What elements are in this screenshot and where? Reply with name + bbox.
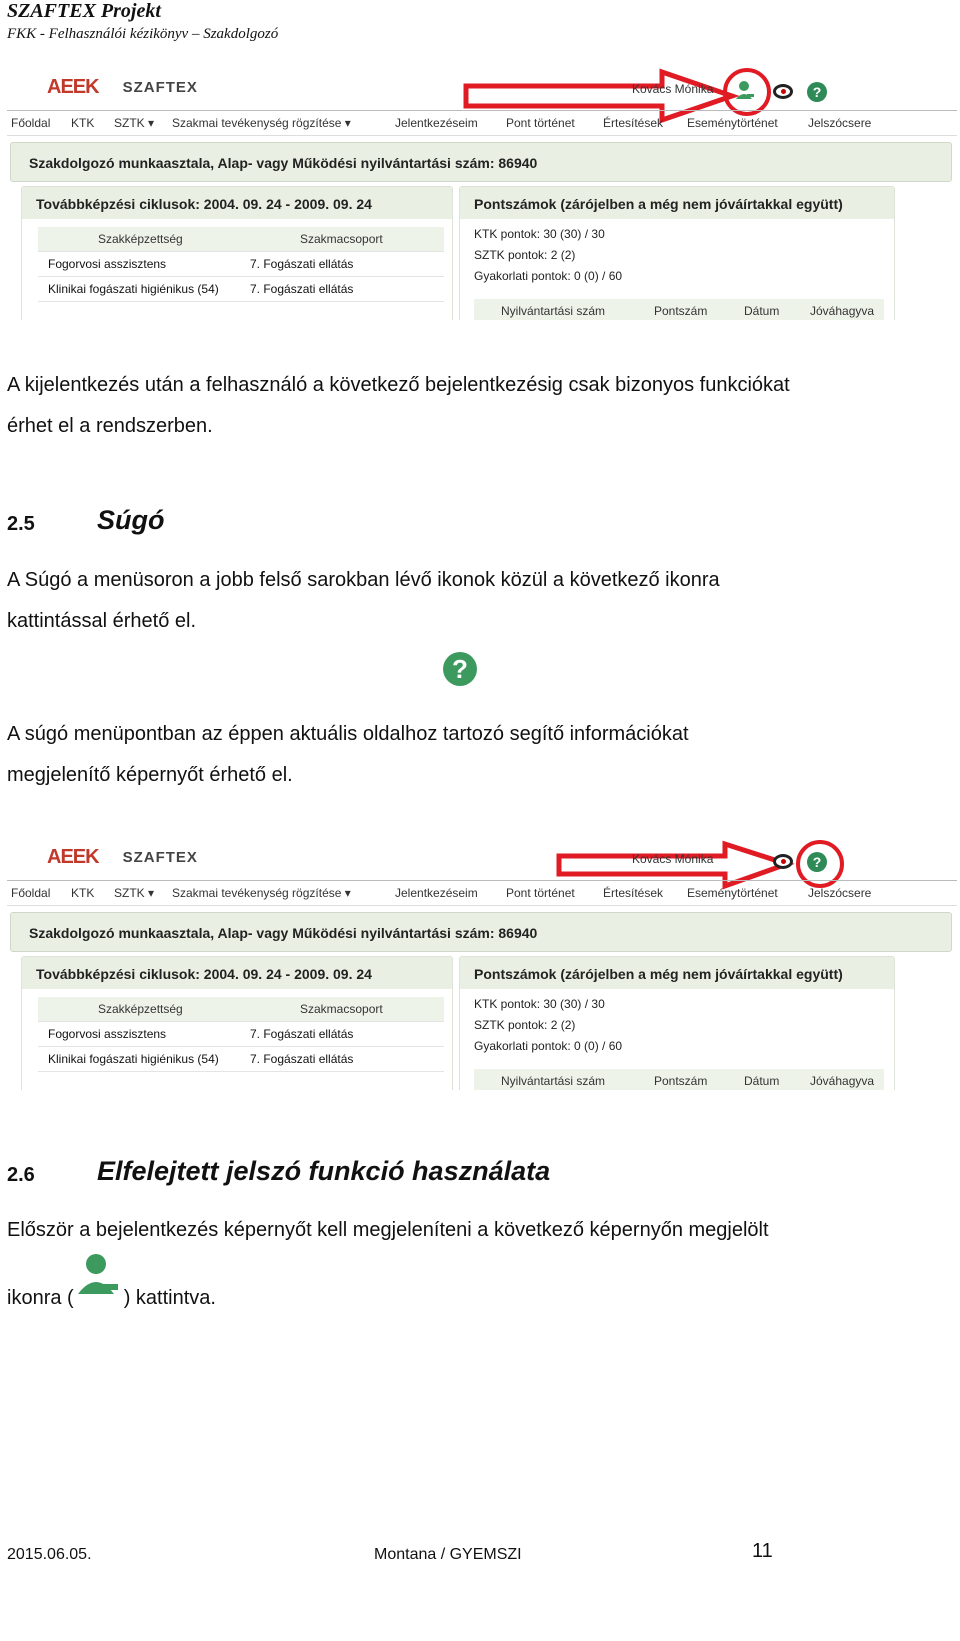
paragraph-line: kattintással érhető el. <box>7 610 196 632</box>
column-header: Jóváhagyva <box>810 304 875 318</box>
aeek-logo: AEEK <box>47 845 99 868</box>
practical-points: Gyakorlati pontok: 0 (0) / 60 <box>474 1039 623 1053</box>
cycle-title: Továbbképzési ciklusok: 2004. 09. 24 - 2009. 09. 24 <box>36 966 372 982</box>
paragraph-text: ) kattintva. <box>123 1287 216 1309</box>
user-name[interactable]: Kovács Mónika <box>632 852 714 866</box>
table-row[interactable] <box>38 252 444 277</box>
eye-icon[interactable] <box>773 854 793 869</box>
points-table-header <box>474 299 884 320</box>
app-name: SZAFTEX <box>122 848 198 866</box>
menu-item-jelentkezeseim[interactable]: Jelentkezéseim <box>395 886 478 900</box>
column-header: Nyilvántartási szám <box>501 304 606 318</box>
footer-page-number: 11 <box>752 1540 773 1562</box>
help-icon[interactable]: ? <box>807 82 827 102</box>
cycle-panel <box>21 186 453 320</box>
menu-bar <box>7 880 957 906</box>
points-title: Pontszámok (zárójelben a még nem jóváírtakkal együtt) <box>474 196 843 212</box>
table-cell: Fogorvosi asszisztens <box>48 257 167 271</box>
menu-item-esemenytortenet[interactable]: Eseménytörténet <box>687 116 778 130</box>
ktk-points: KTK pontok: 30 (30) / 30 <box>474 997 605 1011</box>
screenshot-1 <box>7 60 957 320</box>
table-cell: 7. Fogászati ellátás <box>250 1052 354 1066</box>
document-title: SZAFTEX Projekt <box>7 0 161 22</box>
cycle-panel <box>21 956 453 1090</box>
paragraph-help-info <box>7 714 915 796</box>
menu-item-jelentkezeseim[interactable]: Jelentkezéseim <box>395 116 478 130</box>
column-header: Jóváhagyva <box>810 1074 875 1088</box>
paragraph-line: A kijelentkezés után a felhasználó a következő bejelentkezésig csak bizonyos funkciókat <box>7 374 790 396</box>
desk-title: Szakdolgozó munkaasztala, Alap- vagy Működési nyilvántartási szám: 86940 <box>29 925 538 941</box>
section-title: Elfelejtett jelszó funkció használata <box>97 1156 551 1186</box>
column-header: Pontszám <box>654 1074 708 1088</box>
section-heading-2-6 <box>7 1156 551 1187</box>
footer-center: Montana / GYEMSZI <box>374 1546 522 1563</box>
column-header: Szakképzettség <box>98 1002 183 1016</box>
menu-item-ertesitesek[interactable]: Értesítések <box>603 886 664 900</box>
section-number: 2.5 <box>7 513 35 535</box>
column-header: Dátum <box>744 304 780 318</box>
menu-item-jelszocsere[interactable]: Jelszócsere <box>808 886 872 900</box>
desk-title-box <box>10 912 952 952</box>
menu-item-sztk[interactable]: SZTK ▾ <box>114 116 155 130</box>
table-row[interactable] <box>38 1022 444 1047</box>
menu-item-pont-tortenet[interactable]: Pont történet <box>506 116 575 130</box>
menu-bar <box>7 110 957 136</box>
menu-item-ktk[interactable]: KTK <box>71 886 95 900</box>
paragraph-help <box>7 560 915 642</box>
help-icon[interactable]: ? <box>807 852 827 872</box>
table-row[interactable] <box>38 277 444 302</box>
points-panel <box>459 186 895 320</box>
paragraph-line: érhet el a rendszerben. <box>7 415 213 437</box>
menu-item-szakmai[interactable]: Szakmai tevékenység rögzítése ▾ <box>172 886 351 900</box>
table-cell: Fogorvosi asszisztens <box>48 1027 167 1041</box>
help-icon: ? <box>443 652 477 686</box>
menu-item-pont-tortenet[interactable]: Pont történet <box>506 886 575 900</box>
app-name: SZAFTEX <box>122 78 198 96</box>
aeek-logo: AEEK <box>47 75 99 98</box>
table-cell: 7. Fogászati ellátás <box>250 282 354 296</box>
paragraph-line: A Súgó a menüsoron a jobb felső sarokban lévő ikonok közül a következő ikonra <box>7 569 720 591</box>
ktk-points: KTK pontok: 30 (30) / 30 <box>474 227 605 241</box>
paragraph-logout <box>7 365 915 447</box>
eye-icon[interactable] <box>773 84 793 99</box>
column-header: Pontszám <box>654 304 708 318</box>
paragraph-forgot-password: Először a bejelentkezés képernyőt kell megjeleníteni a következő képernyőn megjelölt <box>7 1219 769 1241</box>
qualification-table <box>38 997 444 1072</box>
section-number: 2.6 <box>7 1164 35 1186</box>
column-header: Szakmacsoport <box>300 1002 383 1016</box>
menu-item-esemenytortenet[interactable]: Eseménytörténet <box>687 886 778 900</box>
table-cell: Klinikai fogászati higiénikus (54) <box>48 1052 219 1066</box>
section-heading-2-5 <box>7 505 165 536</box>
column-header: Nyilvántartási szám <box>501 1074 606 1088</box>
points-table-header <box>474 1069 884 1090</box>
cycle-title: Továbbképzési ciklusok: 2004. 09. 24 - 2009. 09. 24 <box>36 196 372 212</box>
menu-item-fooldal[interactable]: Főoldal <box>11 886 51 900</box>
menu-item-ertesitesek[interactable]: Értesítések <box>603 116 664 130</box>
column-header: Szakképzettség <box>98 232 183 246</box>
sztk-points: SZTK pontok: 2 (2) <box>474 1018 576 1032</box>
desk-title-box <box>10 142 952 182</box>
desk-title: Szakdolgozó munkaasztala, Alap- vagy Működési nyilvántartási szám: 86940 <box>29 155 538 171</box>
table-cell: 7. Fogászati ellátás <box>250 1027 354 1041</box>
user-name[interactable]: Kovács Mónika <box>632 82 714 96</box>
sztk-points: SZTK pontok: 2 (2) <box>474 248 576 262</box>
points-panel <box>459 956 895 1090</box>
practical-points: Gyakorlati pontok: 0 (0) / 60 <box>474 269 623 283</box>
qualification-table <box>38 227 444 302</box>
section-title: Súgó <box>97 505 165 535</box>
document-subtitle: FKK - Felhasználói kézikönyv – Szakdolgozó <box>7 26 279 42</box>
paragraph-line: A súgó menüpontban az éppen aktuális oldalhoz tartozó segítő információkat <box>7 723 689 745</box>
menu-item-jelszocsere[interactable]: Jelszócsere <box>808 116 872 130</box>
menu-item-ktk[interactable]: KTK <box>71 116 95 130</box>
footer-date: 2015.06.05. <box>7 1546 92 1563</box>
paragraph-text: ikonra ( <box>7 1287 74 1309</box>
points-title: Pontszámok (zárójelben a még nem jóváírtakkal együtt) <box>474 966 843 982</box>
menu-item-szakmai[interactable]: Szakmai tevékenység rögzítése ▾ <box>172 116 351 130</box>
table-cell: 7. Fogászati ellátás <box>250 257 354 271</box>
paragraph-line: megjelenítő képernyőt érhető el. <box>7 764 293 786</box>
user-icon <box>74 1280 124 1316</box>
screenshot-2 <box>7 830 957 1090</box>
highlight-circle <box>723 68 771 116</box>
table-cell: Klinikai fogászati higiénikus (54) <box>48 282 219 296</box>
menu-item-sztk[interactable]: SZTK ▾ <box>114 886 155 900</box>
table-row[interactable] <box>38 1047 444 1072</box>
menu-item-fooldal[interactable]: Főoldal <box>11 116 51 130</box>
column-header: Dátum <box>744 1074 780 1088</box>
paragraph-icon-hint <box>7 1280 216 1316</box>
column-header: Szakmacsoport <box>300 232 383 246</box>
